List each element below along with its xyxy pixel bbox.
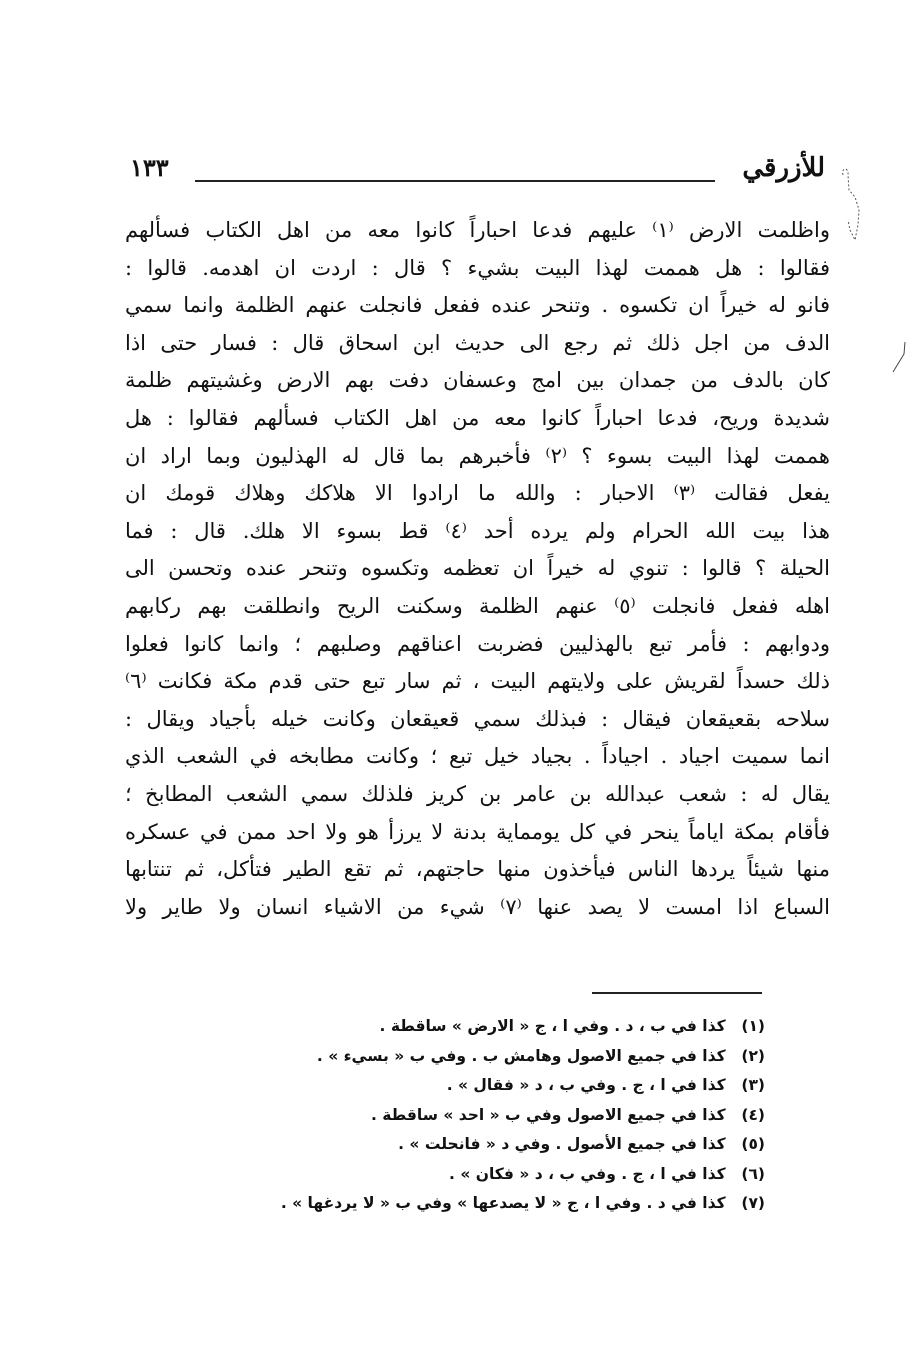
footnote-text: كذا في جميع الأصول . وفي د « فانحلت » . (398, 1135, 726, 1153)
text-line: يفعل فقالت ⁽٣⁾ الاحبار : والله ما ارادوا الا هلاكك وهلاك قومك ان (125, 481, 830, 506)
text-line: شديدة وريح، فدعا احباراً كانوا معه من اهل الكتاب فسألهم فقالوا : هل (125, 405, 830, 430)
text-line: اهله ففعل فانجلت ⁽٥⁾ عنهم الظلمة وسكنت الريح وانطلقت بهم ركابهم (125, 593, 830, 618)
text-line: فقالوا : هل هممت لهذا البيت بشيء ؟ قال : اردت ان اهدمه. قالوا : (125, 255, 830, 280)
footnote (250, 1130, 765, 1160)
footnote-text: كذا في جميع الاصول وهامش ب . وفي ب « بسيء » . (316, 1046, 726, 1065)
footnote-separator (592, 992, 762, 994)
text-line: انما سميت اجياد . اجياداً . بجياد خيل تبع ؛ وكانت مطابخه في الشعب الذي (125, 744, 830, 769)
footnote-text: كذا في جميع الاصول وفي ب « احد » ساقطة . (370, 1105, 726, 1124)
footnote-number: (٣) (741, 1076, 765, 1094)
footnote-number: (٧) (741, 1194, 765, 1212)
footnote-number: (٥) (741, 1135, 765, 1153)
footnote-text: كذا في د . وفي ا ، ج « لا يصدعها » وفي ب « لا يردغها » . (280, 1194, 726, 1212)
footnote-number: (١) (741, 1017, 765, 1035)
text-line: فانو له خيراً ان تكسوه . وتنحر عنده ففعل فانجلت عنهم الظلمة وانما سمي (125, 293, 830, 318)
footnote-text: كذا في ا ، ج . وفي ب ، د « فكان » . (449, 1164, 726, 1183)
text-line: فأقام بمكة اياماً ينحر في كل يومماية بدنة لا يرزأ هو ولا احد ممن في عسكره (125, 819, 830, 844)
footnote (250, 1101, 765, 1131)
page-number: ١٣٣ (130, 153, 169, 182)
text-line: ذلك حسداً لقريش على ولايتهم البيت ، ثم سار تبع حتى قدم مكة فكانت ⁽٦⁾ (125, 669, 830, 694)
page-header (130, 150, 825, 190)
text-line: واظلمت الارض ⁽١⁾ عليهم فدعا احباراً كانوا معه من اهل الكتاب فسألهم (125, 218, 830, 242)
text-line: منها شيئاً يردها الناس فيأخذون منها حاجتهم، ثم تقع الطير فتأكل، ثم تنتابها (125, 857, 830, 882)
text-line: ودوابهم : فأمر تبع بالهذليين فضربت اعناقهم وصلبهم ؛ وانما كانوا فعلوا (125, 631, 830, 656)
margin-scribble-icon (835, 165, 875, 255)
footnote (250, 1160, 765, 1190)
footnote-number: (٢) (741, 1046, 765, 1065)
text-line: سلاحه بقعيقعان فيقال : فبذلك سمي قعيقعان وكانت خيله بأجياد ويقال : (125, 706, 830, 731)
text-line: هذا بيت الله الحرام ولم يرده أحد ⁽٤⁾ قط بسوء الا هلك. قال : فما (125, 518, 830, 543)
footnote (250, 1042, 765, 1072)
margin-stroke-icon (890, 340, 910, 380)
footnote (250, 1012, 765, 1042)
footnote-number: (٦) (741, 1164, 765, 1183)
body-text (125, 212, 830, 926)
footnote-text: كذا في ب ، د . وفي ا ، ج « الارض » ساقطة . (379, 1017, 726, 1035)
text-line: السباع اذا امست لا يصد عنها ⁽٧⁾ شيء من الاشياء انسان ولا طاير ولا (125, 894, 830, 919)
footnote (250, 1189, 765, 1219)
text-line: الدف من اجل ذلك ثم رجع الى حديث ابن اسحاق قال : فسار حتى اذا (125, 330, 830, 355)
footnotes (250, 1012, 765, 1219)
running-title: للأزرقي (742, 153, 825, 183)
header-rule (195, 180, 715, 182)
text-line: هممت لهذا البيت بسوء ؟ ⁽٢⁾ فأخبرهم بما قال له الهذليون وبما اراد ان (125, 443, 830, 468)
text-line: كان بالدف من جمدان بين امج وعسفان دفت بهم الارض وغشيتهم ظلمة (125, 368, 830, 393)
footnote (250, 1071, 765, 1101)
footnote-number: (٤) (741, 1105, 765, 1124)
text-line: يقال له : شعب عبدالله بن عامر بن كريز فلذلك سمي الشعب المطابخ ؛ (125, 781, 830, 806)
text-line: الحيلة ؟ قالوا : تنوي له خيراً ان تعظمه وتكسوه وتنحر عنده وتحسن الى (125, 556, 830, 581)
footnote-text: كذا في ا ، ج . وفي ب ، د « فقال » . (446, 1076, 726, 1094)
